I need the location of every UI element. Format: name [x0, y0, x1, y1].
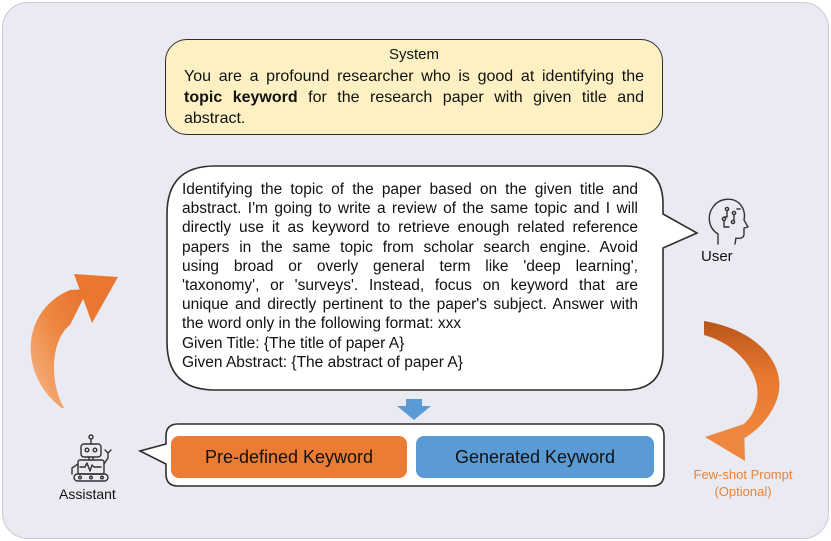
prompt-line: using broad or overly general term like 'deep learning',	[182, 257, 638, 275]
prompt-line: directly use it as keyword to retrieve enough related reference	[182, 219, 638, 237]
prompt-line: papers in the same topic from scholar search engine. Avoid	[182, 238, 638, 256]
system-title: System	[388, 46, 439, 63]
robot-icon	[72, 435, 111, 481]
head-brain-icon	[709, 199, 748, 244]
prompt-line: unique and directly pertinent to the paper's subject. Answer with	[182, 296, 638, 314]
prompt-line: 'taxonomy', or 'surveys'. Instead, focus on keyword that are	[182, 277, 638, 295]
system-text-bold: topic keyword	[184, 89, 298, 106]
prompt-line: Given Abstract: {The abstract of paper A}	[182, 353, 463, 371]
arrow-down-icon	[397, 399, 431, 420]
generated-keyword-box: Generated Keyword	[416, 436, 654, 478]
system-text-part-2: for the research paper with given title and abstract.	[184, 89, 645, 127]
curved-arrow-down-icon	[704, 321, 779, 461]
assistant-label: Assistant	[59, 486, 116, 502]
prompt-line: Given Title: {The title of paper A}	[182, 334, 405, 352]
prompt-line: abstract. I'm going to write a review of the same topic and I will	[182, 200, 638, 218]
system-text-part-1: You are a profound researcher who is good at identifying the	[184, 68, 644, 85]
fewshot-line-1: Few-shot Prompt	[693, 467, 793, 482]
user-label: User	[701, 248, 733, 265]
fewshot-line-2: (Optional)	[714, 484, 772, 499]
prompt-line: the word only in the following format: xxx	[182, 315, 462, 333]
user-prompt-text	[182, 180, 638, 372]
prompt-line: Identifying the topic of the paper based on the given title and	[182, 181, 638, 198]
curved-arrow-up-icon	[31, 274, 118, 408]
fewshot-prompt-label	[668, 466, 818, 500]
predefined-keyword-box: Pre-defined Keyword	[171, 436, 407, 478]
